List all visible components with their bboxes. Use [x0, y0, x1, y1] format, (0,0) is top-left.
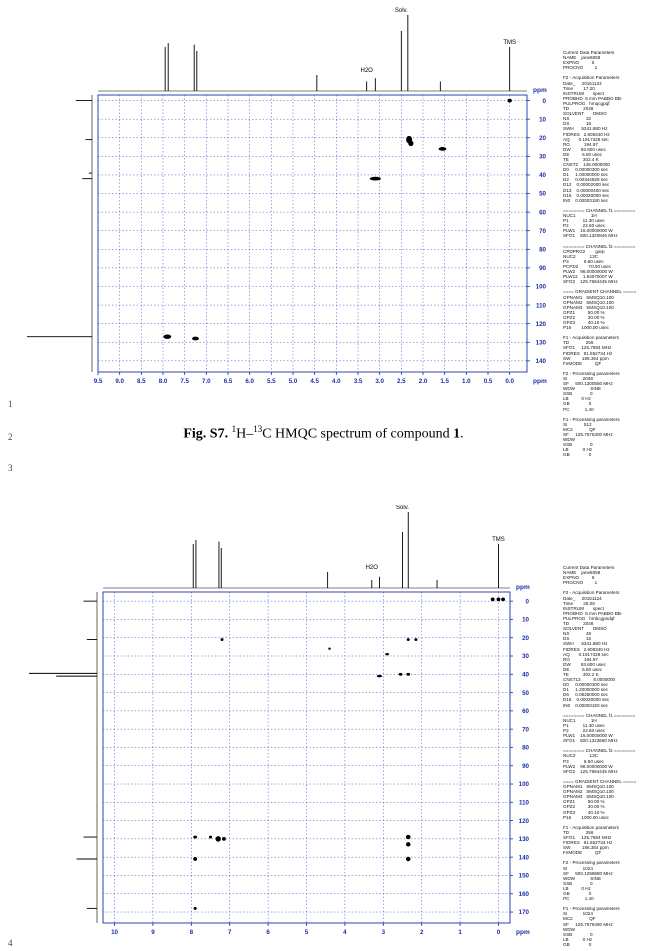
parameter-line: AQ 0.1917428 sec [563, 136, 609, 142]
y-tick-label: 150 [518, 872, 529, 880]
parameter-line: NAME jane6058 [563, 55, 601, 61]
parameter-line: SSB 0 [563, 442, 593, 448]
y-tick-label: 120 [535, 320, 546, 328]
x-tick-label: 4.0 [332, 378, 341, 385]
y-tick-label: 80 [522, 744, 529, 752]
cross-peak [406, 673, 410, 676]
y-tick-label: 30 [522, 653, 529, 661]
caption-superscript: 13 [253, 424, 263, 434]
parameter-line: WDW SINE [563, 386, 602, 392]
parameter-line: PLW2 98.00000000 W [563, 763, 613, 769]
parameter-line: GPZ2 30.00 % [563, 314, 605, 320]
cross-peak [406, 842, 411, 846]
line-number: 4 [8, 938, 13, 948]
parameter-line: Time 17.20 [563, 85, 595, 91]
parameter-line: GB 0 [563, 941, 592, 947]
parameter-line: D2 0.00344828 sec [563, 177, 608, 183]
x-tick-label: 8 [189, 929, 194, 936]
parameter-line: IN0 0.00003150 sec [563, 197, 608, 203]
parameter-line: FnMODE QF [563, 360, 602, 366]
parameter-line: TD 2048 [563, 106, 594, 112]
parameter-line: DE 6.50 usec [563, 151, 603, 157]
parameter-line: P3 9.60 usec [563, 758, 604, 764]
caption-text: C HMQC spectrum of compound [262, 426, 454, 442]
parameter-line: TE 302.2 K [563, 671, 599, 677]
parameter-line: MC2 QF [563, 426, 596, 432]
cross-peak [377, 675, 382, 678]
caption-figure-label: Fig. S7. [183, 426, 229, 442]
parameter-line: D12 0.00002000 sec [563, 182, 610, 188]
x-tick-label: 3 [381, 929, 386, 936]
parameter-line: DE 6.50 usec [563, 666, 603, 672]
cross-peak [192, 337, 199, 341]
parameter-line: NUC1 1H [563, 213, 597, 218]
x-tick-label: 6 [266, 929, 270, 936]
parameter-line: SI 1024 [563, 911, 593, 917]
figure-caption [0, 421, 647, 443]
line-number: 2 [8, 432, 13, 442]
parameter-line: DW 93.600 usec [563, 146, 606, 152]
cross-peak [408, 141, 413, 147]
x-tick-label: 10 [111, 929, 118, 936]
y-tick-label: 160 [518, 890, 529, 898]
y-tick-label: 90 [539, 265, 546, 273]
parameter-line: NUC1 1H [563, 717, 597, 723]
x-tick-label: 3.0 [375, 378, 384, 385]
parameter-line: PC 1.40 [563, 896, 594, 902]
cross-peak [222, 837, 226, 841]
y-axis-label: ppm [516, 584, 530, 591]
y-tick-label: 0 [525, 598, 529, 606]
cross-peak [497, 597, 501, 601]
x-tick-label: 2.0 [418, 378, 428, 385]
parameter-line: PLW2 98.00000000 W [563, 269, 613, 275]
parameter-line: P1 11.30 usec [563, 218, 605, 224]
parameter-line: GPNAM3 SMSQ10.100 [563, 794, 614, 800]
x-tick-label: 8.0 [158, 378, 168, 385]
x-tick-label: 5.0 [288, 378, 298, 385]
parameter-line: GPZ3 40.10 % [563, 809, 605, 815]
parameter-line: SFO1 500.1320846 MHz [563, 233, 618, 239]
y-tick-label: 110 [536, 302, 546, 310]
parameter-line: WDW [563, 437, 575, 443]
parameter-line: CPDPRG2 garp [563, 248, 605, 254]
parameter-line: GB 0 [563, 891, 592, 896]
parameter-line: GPZ1 50.00 % [563, 309, 605, 315]
x-tick-label: 6.5 [223, 378, 233, 385]
parameter-line: NUC2 13C [563, 753, 598, 759]
cross-peak [491, 597, 495, 601]
parameter-line: IN0 0.00003150 sec [563, 702, 608, 708]
y-tick-label: 70 [539, 227, 546, 235]
x-tick-label: 1.5 [440, 378, 449, 385]
x-tick-label: 2 [419, 929, 424, 936]
y-tick-label: 20 [522, 634, 529, 642]
parameter-line: DS 16 [563, 121, 592, 127]
x-tick-label: 9 [151, 929, 155, 936]
parameter-line: D16 0.00020000 sec [563, 697, 610, 703]
parameter-line: SW 186.354 ppm [563, 845, 609, 851]
y-tick-label: 50 [539, 190, 546, 198]
parameter-line: P1 11.30 usec [563, 722, 605, 728]
parameter-line: GPNAM1 SMSQ10.100 [563, 784, 614, 790]
line-number: 3 [8, 463, 13, 473]
parameter-line: P3 9.60 usec [563, 258, 604, 264]
parameter-line: TD 256 [563, 340, 594, 346]
parameter-line: EXPNO 6 [563, 575, 595, 581]
parameter-line: RG 194.97 [563, 656, 598, 662]
parameter-line: SFO1 500.1323660 MHz [563, 738, 618, 744]
parameter-line: DW 93.600 usec [563, 661, 606, 667]
parameter-line: PULPROG hmbcgpndqf [563, 615, 615, 621]
parameter-line: F1 - Acquisition parameters [563, 335, 619, 341]
parameter-line: SOLVENT DMSO [563, 111, 607, 117]
parameter-line: LB 0 Hz [563, 936, 593, 942]
parameter-line: GPZ2 30.00 % [563, 804, 605, 810]
x-tick-label: 0.5 [483, 378, 493, 385]
parameter-line: WDW [563, 926, 575, 932]
parameter-line: SF 125.7575300 MHz [563, 432, 613, 438]
parameter-line: D16 0.00020000 sec [563, 192, 610, 198]
x-tick-label: 6.0 [245, 378, 254, 385]
cross-peak [220, 638, 223, 641]
x-tick-label: 8.5 [137, 378, 146, 385]
parameter-line: PROCNO 1 [563, 580, 598, 586]
parameter-line: GB 0 [563, 401, 592, 407]
parameter-line: GB 0 [563, 452, 592, 458]
parameter-line: GPZ3 40.10 % [563, 319, 605, 325]
plot-frame [98, 95, 527, 372]
line-number: 1 [8, 399, 13, 409]
parameter-line: PLW12 1.84070007 W [563, 274, 613, 280]
parameter-line: Current Data Parameters [563, 565, 615, 570]
parameter-line: LB 0 Hz [563, 396, 591, 402]
parameter-line: SWH 5341.880 Hz [563, 641, 608, 647]
cross-peak [385, 653, 389, 655]
cross-peak [406, 857, 411, 861]
parameter-line: GPNAM1 SMSQ10.100 [563, 294, 614, 300]
peak-label: Solv. [396, 505, 409, 511]
parameter-line: WDW SINE [563, 875, 602, 881]
cross-peak [193, 857, 197, 861]
parameter-line: SFO1 125.7684 MHz [563, 345, 612, 351]
y-tick-label: 10 [522, 616, 529, 624]
x-tick-label: 2.5 [397, 378, 406, 385]
cross-peak [439, 147, 447, 151]
x-tick-label: 5 [304, 929, 309, 936]
cross-peak [406, 835, 411, 839]
parameter-line: Date_ 20151124 [563, 595, 602, 601]
parameter-line: GPNAM2 SMSQ10.100 [563, 789, 614, 795]
x-tick-label: 1 [458, 929, 462, 936]
parameter-line: F1 - Processing parameters [563, 416, 620, 422]
x-tick-label: 3.5 [353, 378, 363, 385]
parameter-line: PROCNO 1 [563, 65, 598, 71]
x-tick-label: 7.5 [180, 378, 189, 385]
cross-peak [407, 638, 410, 641]
parameter-line: SOLVENT DMSO [563, 626, 607, 632]
caption-superscript: 1 [231, 424, 237, 434]
x-axis-label: ppm [533, 378, 547, 385]
parameter-line: SFO2 125.7684445 MHz [563, 279, 618, 285]
cross-peak [501, 597, 505, 601]
parameter-line: SI 512 [563, 421, 592, 427]
y-tick-label: 70 [522, 726, 529, 734]
parameter-line: D1 1.00000000 sec [563, 172, 608, 178]
parameter-line: Date_ 20151124 [563, 80, 602, 86]
x-axis-label: ppm [516, 929, 530, 936]
parameter-line: P2 22.60 usec [563, 728, 606, 733]
parameter-line: PCPD2 70.00 usec [563, 263, 612, 269]
parameter-line: INSTRUM spect [563, 605, 604, 611]
parameter-line: F2 - Acquisition Parameters [563, 590, 620, 596]
y-tick-label: 60 [522, 708, 529, 716]
y-tick-label: 50 [522, 689, 529, 697]
parameter-line: NUC2 13C [563, 253, 598, 259]
y-tick-label: 100 [518, 781, 529, 789]
parameter-line: FIDRES 91.552734 Hz [563, 840, 613, 846]
acquisition-parameters-panel [563, 565, 636, 947]
parameter-line: PROBHD 5 mm PABBO BB- [563, 610, 623, 616]
parameter-line: INSTRUM spect [563, 90, 604, 96]
parameter-line: P16 1000.00 usec [563, 814, 609, 820]
y-tick-label: 0 [542, 97, 546, 105]
parameter-line: CNST2 145.0000000 [563, 162, 610, 168]
parameter-line: SF 125.7578490 MHz [563, 921, 613, 927]
caption-compound-number: 1 [453, 426, 461, 442]
cross-peak [370, 177, 381, 181]
parameter-line: PLW1 16.00000000 W [563, 228, 613, 234]
y-tick-label: 110 [519, 799, 529, 807]
parameter-line: FIDRES 91.552734 Hz [563, 350, 613, 356]
parameter-line: D0 0.00000300 sec [563, 682, 608, 688]
parameter-line: SI 1024 [563, 865, 593, 871]
y-tick-label: 60 [539, 209, 546, 217]
x-tick-label: 7 [227, 929, 232, 936]
parameter-line: NAME jane6058 [563, 570, 601, 576]
parameter-line: SSB 0 [563, 880, 593, 886]
parameter-line: F2 - Processing parameters [563, 860, 620, 866]
x-tick-label: 7.0 [202, 378, 211, 385]
x-tick-label: 4 [343, 929, 347, 936]
y-tick-label: 140 [518, 854, 529, 862]
parameter-line: SW 186.354 ppm [563, 355, 609, 361]
parameter-line: SF 500.1299880 MHz [563, 870, 613, 876]
parameter-line: Time 25.08 [563, 600, 595, 606]
parameter-line: P2 22.60 usec [563, 223, 606, 229]
x-tick-label: 0 [496, 929, 501, 936]
parameter-line: F2 - Processing parameters [563, 370, 620, 376]
peak-label: TMS [503, 40, 517, 46]
y-tick-label: 170 [518, 909, 529, 917]
cross-peak [194, 907, 197, 910]
cross-peak [508, 99, 512, 103]
x-tick-label: 9.0 [115, 378, 124, 385]
y-tick-label: 130 [518, 836, 529, 844]
hmqc-spectrum-chart [0, 0, 647, 400]
peak-label: TMS [492, 537, 505, 543]
peak-label: Solv. [394, 8, 408, 14]
parameter-line: SF 500.1300550 MHz [563, 381, 613, 387]
parameter-line: PULPROG hmqcgpqf [563, 100, 610, 106]
cross-peak [328, 647, 330, 649]
y-tick-label: 80 [539, 246, 546, 254]
x-tick-label: 5.5 [267, 378, 276, 385]
parameter-line: SWH 5341.880 Hz [563, 126, 608, 132]
parameter-line: PC 1.40 [563, 406, 594, 412]
parameter-line: ======== CHANNEL f2 ======== [563, 748, 636, 754]
caption-text: H– [236, 426, 254, 442]
parameter-line: ==== GRADIENT CHANNEL ===== [563, 289, 637, 295]
y-tick-label: 30 [539, 153, 546, 161]
y-tick-label: 130 [535, 339, 546, 347]
parameter-line: ======== CHANNEL f2 ======== [563, 243, 636, 249]
acquisition-parameters-panel [563, 50, 636, 458]
x-tick-label: 1.0 [462, 378, 471, 385]
caption-text: . [460, 426, 464, 442]
parameter-line: DS 16 [563, 636, 592, 642]
parameter-line: F2 - Acquisition Parameters [563, 75, 620, 81]
parameter-line: GPNAM3 SMSQ10.100 [563, 304, 614, 310]
x-tick-label: 4.5 [310, 378, 319, 385]
parameter-line: EXPNO 5 [563, 60, 595, 66]
cross-peak [163, 334, 171, 338]
parameter-line: SFO2 125.7684445 MHz [563, 768, 618, 774]
peak-label: H2O [360, 68, 373, 74]
parameter-line: SI 2048 [563, 376, 593, 381]
parameter-line: CNST13 8.0000000 [563, 677, 616, 683]
parameter-line: NS 32 [563, 116, 592, 122]
parameter-line: FIDRES 2.608340 Hz [563, 646, 610, 652]
y-tick-label: 10 [539, 116, 546, 124]
parameter-line: ======== CHANNEL f1 ======== [563, 207, 636, 213]
parameter-line: GPZ1 50.00 % [563, 799, 605, 805]
parameter-line: RG 194.97 [563, 141, 598, 147]
x-tick-label: 0.0 [505, 378, 514, 385]
cross-peak [216, 836, 221, 841]
y-tick-label: 40 [522, 671, 529, 679]
cross-peak [414, 638, 417, 641]
parameter-line: SSB 0 [563, 391, 593, 397]
parameter-line: LB 0 Hz [563, 447, 593, 453]
parameter-line: D13 0.00000400 sec [563, 187, 610, 193]
hmbc-spectrum-chart [0, 505, 647, 945]
parameter-line: Current Data Parameters [563, 50, 615, 55]
parameter-line: F1 - Acquisition parameters [563, 824, 619, 830]
parameter-line: TD 256 [563, 829, 594, 835]
parameter-line: GPNAM2 SMSQ10.100 [563, 299, 614, 305]
parameter-line: LB 0 Hz [563, 885, 591, 891]
y-axis-label: ppm [533, 87, 547, 94]
cross-peak [399, 673, 403, 676]
parameter-line: PROBHD 5 mm PABBO BB- [563, 95, 623, 101]
parameter-line: FIDRES 2.608340 Hz [563, 131, 610, 137]
parameter-line: PLW1 16.00000000 W [563, 733, 613, 739]
cross-peak [193, 836, 197, 839]
y-tick-label: 100 [535, 283, 546, 291]
parameter-line: FnMODE QF [563, 850, 602, 856]
parameter-line: D0 0.00000300 sec [563, 167, 608, 173]
parameter-line: TD 2048 [563, 621, 594, 627]
parameter-line: F1 - Processing parameters [563, 906, 620, 912]
parameter-line: P16 1000.00 usec [563, 325, 609, 331]
parameter-line: TE 302.4 K [563, 156, 599, 162]
parameter-line: SFO1 125.7684 MHz [563, 834, 612, 840]
parameter-line: AQ 0.1917428 sec [563, 651, 609, 657]
parameter-line: ======== CHANNEL f1 ======== [563, 712, 636, 718]
y-tick-label: 90 [522, 762, 529, 770]
y-tick-label: 40 [539, 172, 546, 180]
parameter-line: SSB 0 [563, 931, 593, 937]
y-tick-label: 20 [539, 134, 546, 142]
peak-label: H2O [365, 565, 378, 571]
parameter-line: NS 48 [563, 631, 592, 637]
cross-peak [209, 836, 212, 839]
parameter-line: D6 0.06250000 sec [563, 692, 608, 698]
parameter-line: ==== GRADIENT CHANNEL ===== [563, 778, 637, 784]
parameter-line: D1 1.20000000 sec [563, 687, 608, 693]
y-tick-label: 140 [535, 358, 546, 366]
parameter-line: MC2 QF [563, 916, 596, 922]
y-tick-label: 120 [518, 817, 529, 825]
x-tick-label: 9.5 [93, 378, 103, 385]
